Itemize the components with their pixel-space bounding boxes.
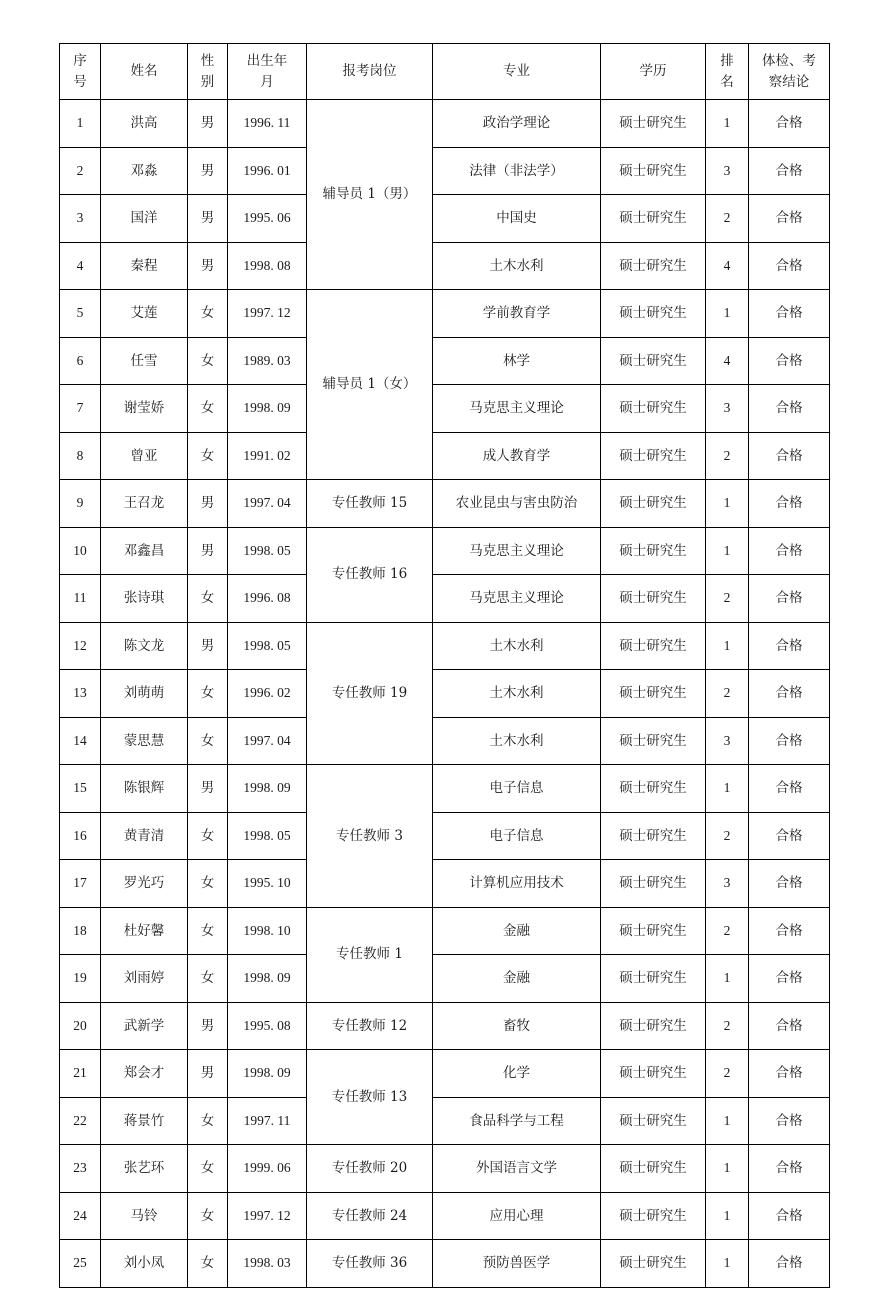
cell-gender: 男 [188, 1002, 228, 1050]
cell-result: 合格 [749, 195, 830, 243]
cell-birth: 1998. 09 [228, 765, 307, 813]
table-row [60, 242, 830, 290]
cell-degree: 硕士研究生 [601, 1192, 706, 1240]
table-row [60, 1145, 830, 1193]
cell-index: 9 [60, 480, 101, 528]
cell-major: 马克思主义理论 [433, 385, 601, 433]
cell-index: 14 [60, 717, 101, 765]
cell-gender: 女 [188, 290, 228, 338]
cell-gender: 男 [188, 242, 228, 290]
cell-birth: 1998. 03 [228, 1240, 307, 1288]
cell-index: 19 [60, 955, 101, 1003]
candidate-roster-table [59, 43, 830, 1288]
cell-result: 合格 [749, 337, 830, 385]
cell-result: 合格 [749, 1050, 830, 1098]
cell-position: 专任教师 19 [307, 622, 433, 765]
cell-name: 秦程 [101, 242, 188, 290]
cell-degree: 硕士研究生 [601, 670, 706, 718]
cell-major: 马克思主义理论 [433, 527, 601, 575]
cell-result: 合格 [749, 100, 830, 148]
cell-index: 17 [60, 860, 101, 908]
cell-major: 食品科学与工程 [433, 1097, 601, 1145]
table-row [60, 480, 830, 528]
cell-rank: 4 [706, 337, 749, 385]
table-row [60, 717, 830, 765]
cell-index: 25 [60, 1240, 101, 1288]
cell-index: 24 [60, 1192, 101, 1240]
cell-major: 计算机应用技术 [433, 860, 601, 908]
cell-degree: 硕士研究生 [601, 337, 706, 385]
cell-birth: 1997. 12 [228, 290, 307, 338]
cell-major: 土木水利 [433, 242, 601, 290]
table-row [60, 1002, 830, 1050]
cell-rank: 1 [706, 290, 749, 338]
cell-major: 马克思主义理论 [433, 575, 601, 623]
header-degree: 学历 [601, 44, 706, 100]
cell-rank: 3 [706, 860, 749, 908]
cell-name: 罗光巧 [101, 860, 188, 908]
header-row [60, 44, 830, 100]
cell-rank: 3 [706, 385, 749, 433]
cell-gender: 男 [188, 765, 228, 813]
cell-gender: 女 [188, 337, 228, 385]
cell-gender: 女 [188, 1097, 228, 1145]
cell-result: 合格 [749, 765, 830, 813]
cell-result: 合格 [749, 1145, 830, 1193]
cell-rank: 3 [706, 717, 749, 765]
cell-gender: 女 [188, 385, 228, 433]
cell-rank: 1 [706, 1097, 749, 1145]
cell-gender: 女 [188, 1192, 228, 1240]
cell-position: 辅导员 1（男） [307, 100, 433, 290]
cell-result: 合格 [749, 290, 830, 338]
cell-major: 林学 [433, 337, 601, 385]
cell-position: 专任教师 12 [307, 1002, 433, 1050]
cell-rank: 1 [706, 622, 749, 670]
cell-degree: 硕士研究生 [601, 527, 706, 575]
cell-result: 合格 [749, 717, 830, 765]
cell-rank: 3 [706, 147, 749, 195]
cell-gender: 女 [188, 432, 228, 480]
cell-degree: 硕士研究生 [601, 385, 706, 433]
cell-name: 刘雨婷 [101, 955, 188, 1003]
cell-degree: 硕士研究生 [601, 907, 706, 955]
cell-rank: 2 [706, 432, 749, 480]
cell-position: 专任教师 15 [307, 480, 433, 528]
table-row [60, 670, 830, 718]
cell-gender: 男 [188, 195, 228, 243]
cell-birth: 1997. 12 [228, 1192, 307, 1240]
cell-major: 土木水利 [433, 670, 601, 718]
cell-gender: 男 [188, 622, 228, 670]
cell-rank: 2 [706, 670, 749, 718]
cell-birth: 1991. 02 [228, 432, 307, 480]
cell-major: 应用心理 [433, 1192, 601, 1240]
cell-name: 武新学 [101, 1002, 188, 1050]
table-row [60, 385, 830, 433]
cell-degree: 硕士研究生 [601, 765, 706, 813]
header-birth: 出生年 月 [228, 44, 307, 100]
cell-gender: 男 [188, 147, 228, 195]
cell-gender: 女 [188, 1240, 228, 1288]
cell-position: 专任教师 3 [307, 765, 433, 908]
cell-name: 蒋景竹 [101, 1097, 188, 1145]
cell-birth: 1998. 09 [228, 955, 307, 1003]
cell-degree: 硕士研究生 [601, 812, 706, 860]
cell-name: 邓鑫昌 [101, 527, 188, 575]
cell-degree: 硕士研究生 [601, 195, 706, 243]
cell-result: 合格 [749, 385, 830, 433]
table-row [60, 765, 830, 813]
header-major: 专业 [433, 44, 601, 100]
cell-degree: 硕士研究生 [601, 955, 706, 1003]
cell-result: 合格 [749, 812, 830, 860]
cell-rank: 1 [706, 100, 749, 148]
cell-birth: 1998. 10 [228, 907, 307, 955]
cell-birth: 1995. 08 [228, 1002, 307, 1050]
table-row [60, 1050, 830, 1098]
cell-index: 10 [60, 527, 101, 575]
cell-rank: 1 [706, 1192, 749, 1240]
cell-birth: 1998. 05 [228, 527, 307, 575]
cell-index: 2 [60, 147, 101, 195]
cell-birth: 1996. 01 [228, 147, 307, 195]
cell-gender: 男 [188, 480, 228, 528]
table-row [60, 812, 830, 860]
cell-name: 任雪 [101, 337, 188, 385]
cell-major: 政治学理论 [433, 100, 601, 148]
cell-gender: 女 [188, 860, 228, 908]
cell-result: 合格 [749, 907, 830, 955]
cell-name: 邓淼 [101, 147, 188, 195]
cell-rank: 2 [706, 907, 749, 955]
cell-gender: 女 [188, 955, 228, 1003]
table-row [60, 195, 830, 243]
cell-major: 电子信息 [433, 765, 601, 813]
cell-name: 马铃 [101, 1192, 188, 1240]
cell-degree: 硕士研究生 [601, 100, 706, 148]
cell-name: 刘萌萌 [101, 670, 188, 718]
cell-index: 15 [60, 765, 101, 813]
cell-name: 王召龙 [101, 480, 188, 528]
cell-degree: 硕士研究生 [601, 147, 706, 195]
cell-birth: 1998. 08 [228, 242, 307, 290]
cell-birth: 1998. 09 [228, 385, 307, 433]
cell-index: 12 [60, 622, 101, 670]
cell-birth: 1997. 11 [228, 1097, 307, 1145]
cell-degree: 硕士研究生 [601, 575, 706, 623]
cell-major: 化学 [433, 1050, 601, 1098]
cell-name: 蒙思慧 [101, 717, 188, 765]
header-position: 报考岗位 [307, 44, 433, 100]
cell-rank: 1 [706, 765, 749, 813]
cell-birth: 1998. 09 [228, 1050, 307, 1098]
cell-gender: 女 [188, 812, 228, 860]
cell-degree: 硕士研究生 [601, 242, 706, 290]
cell-result: 合格 [749, 432, 830, 480]
cell-result: 合格 [749, 242, 830, 290]
cell-position: 专任教师 16 [307, 527, 433, 622]
cell-index: 5 [60, 290, 101, 338]
cell-major: 预防兽医学 [433, 1240, 601, 1288]
table-row [60, 147, 830, 195]
cell-degree: 硕士研究生 [601, 290, 706, 338]
header-rank: 排 名 [706, 44, 749, 100]
cell-name: 杜好馨 [101, 907, 188, 955]
cell-name: 陈文龙 [101, 622, 188, 670]
table-row [60, 337, 830, 385]
cell-birth: 1997. 04 [228, 717, 307, 765]
cell-degree: 硕士研究生 [601, 1097, 706, 1145]
cell-index: 23 [60, 1145, 101, 1193]
cell-name: 黄青清 [101, 812, 188, 860]
cell-birth: 1996. 08 [228, 575, 307, 623]
cell-index: 1 [60, 100, 101, 148]
cell-result: 合格 [749, 480, 830, 528]
cell-degree: 硕士研究生 [601, 860, 706, 908]
cell-gender: 女 [188, 717, 228, 765]
cell-gender: 女 [188, 1145, 228, 1193]
cell-major: 土木水利 [433, 717, 601, 765]
cell-index: 22 [60, 1097, 101, 1145]
cell-name: 谢莹娇 [101, 385, 188, 433]
header-name: 姓名 [101, 44, 188, 100]
cell-result: 合格 [749, 147, 830, 195]
cell-result: 合格 [749, 955, 830, 1003]
cell-major: 成人教育学 [433, 432, 601, 480]
cell-name: 郑会才 [101, 1050, 188, 1098]
cell-name: 陈银辉 [101, 765, 188, 813]
cell-birth: 1998. 05 [228, 812, 307, 860]
header-index: 序 号 [60, 44, 101, 100]
cell-major: 金融 [433, 907, 601, 955]
cell-name: 艾莲 [101, 290, 188, 338]
cell-degree: 硕士研究生 [601, 1050, 706, 1098]
cell-result: 合格 [749, 860, 830, 908]
cell-name: 洪高 [101, 100, 188, 148]
cell-rank: 1 [706, 1145, 749, 1193]
cell-birth: 1995. 06 [228, 195, 307, 243]
cell-rank: 4 [706, 242, 749, 290]
cell-gender: 女 [188, 907, 228, 955]
cell-result: 合格 [749, 1192, 830, 1240]
table-row [60, 1240, 830, 1288]
cell-major: 外国语言文学 [433, 1145, 601, 1193]
cell-result: 合格 [749, 1097, 830, 1145]
cell-rank: 1 [706, 527, 749, 575]
cell-gender: 男 [188, 1050, 228, 1098]
cell-rank: 2 [706, 1050, 749, 1098]
cell-name: 张诗琪 [101, 575, 188, 623]
cell-birth: 1996. 11 [228, 100, 307, 148]
cell-position: 专任教师 13 [307, 1050, 433, 1145]
header-gender: 性 别 [188, 44, 228, 100]
cell-position: 专任教师 36 [307, 1240, 433, 1288]
cell-birth: 1997. 04 [228, 480, 307, 528]
cell-index: 20 [60, 1002, 101, 1050]
cell-index: 3 [60, 195, 101, 243]
table-row [60, 527, 830, 575]
table-row [60, 575, 830, 623]
cell-index: 8 [60, 432, 101, 480]
cell-position: 辅导员 1（女） [307, 290, 433, 480]
table-row [60, 955, 830, 1003]
cell-gender: 男 [188, 527, 228, 575]
cell-index: 16 [60, 812, 101, 860]
table-row [60, 622, 830, 670]
cell-degree: 硕士研究生 [601, 1002, 706, 1050]
cell-index: 11 [60, 575, 101, 623]
cell-gender: 女 [188, 670, 228, 718]
table-row [60, 860, 830, 908]
cell-position: 专任教师 1 [307, 907, 433, 1002]
cell-major: 法律（非法学） [433, 147, 601, 195]
cell-result: 合格 [749, 1002, 830, 1050]
cell-degree: 硕士研究生 [601, 622, 706, 670]
cell-major: 金融 [433, 955, 601, 1003]
cell-major: 土木水利 [433, 622, 601, 670]
cell-major: 农业昆虫与害虫防治 [433, 480, 601, 528]
cell-name: 刘小凤 [101, 1240, 188, 1288]
cell-position: 专任教师 24 [307, 1192, 433, 1240]
cell-birth: 1989. 03 [228, 337, 307, 385]
cell-rank: 2 [706, 195, 749, 243]
cell-result: 合格 [749, 527, 830, 575]
cell-degree: 硕士研究生 [601, 1145, 706, 1193]
cell-index: 6 [60, 337, 101, 385]
cell-birth: 1998. 05 [228, 622, 307, 670]
cell-index: 7 [60, 385, 101, 433]
cell-result: 合格 [749, 1240, 830, 1288]
cell-name: 曾亚 [101, 432, 188, 480]
table-row [60, 1097, 830, 1145]
cell-degree: 硕士研究生 [601, 1240, 706, 1288]
cell-name: 张艺环 [101, 1145, 188, 1193]
cell-index: 21 [60, 1050, 101, 1098]
cell-rank: 1 [706, 955, 749, 1003]
cell-gender: 女 [188, 575, 228, 623]
table-row [60, 1192, 830, 1240]
cell-position: 专任教师 20 [307, 1145, 433, 1193]
cell-gender: 男 [188, 100, 228, 148]
cell-index: 13 [60, 670, 101, 718]
cell-major: 电子信息 [433, 812, 601, 860]
cell-birth: 1999. 06 [228, 1145, 307, 1193]
cell-rank: 2 [706, 575, 749, 623]
cell-rank: 2 [706, 812, 749, 860]
cell-major: 中国史 [433, 195, 601, 243]
cell-major: 畜牧 [433, 1002, 601, 1050]
cell-result: 合格 [749, 670, 830, 718]
cell-birth: 1995. 10 [228, 860, 307, 908]
cell-degree: 硕士研究生 [601, 432, 706, 480]
cell-degree: 硕士研究生 [601, 717, 706, 765]
cell-degree: 硕士研究生 [601, 480, 706, 528]
cell-rank: 1 [706, 480, 749, 528]
table-row [60, 290, 830, 338]
header-result: 体检、考 察结论 [749, 44, 830, 100]
cell-index: 4 [60, 242, 101, 290]
cell-rank: 1 [706, 1240, 749, 1288]
cell-result: 合格 [749, 575, 830, 623]
cell-rank: 2 [706, 1002, 749, 1050]
cell-result: 合格 [749, 622, 830, 670]
cell-name: 国洋 [101, 195, 188, 243]
table-row [60, 907, 830, 955]
table-row [60, 100, 830, 148]
cell-birth: 1996. 02 [228, 670, 307, 718]
table-row [60, 432, 830, 480]
cell-index: 18 [60, 907, 101, 955]
cell-major: 学前教育学 [433, 290, 601, 338]
